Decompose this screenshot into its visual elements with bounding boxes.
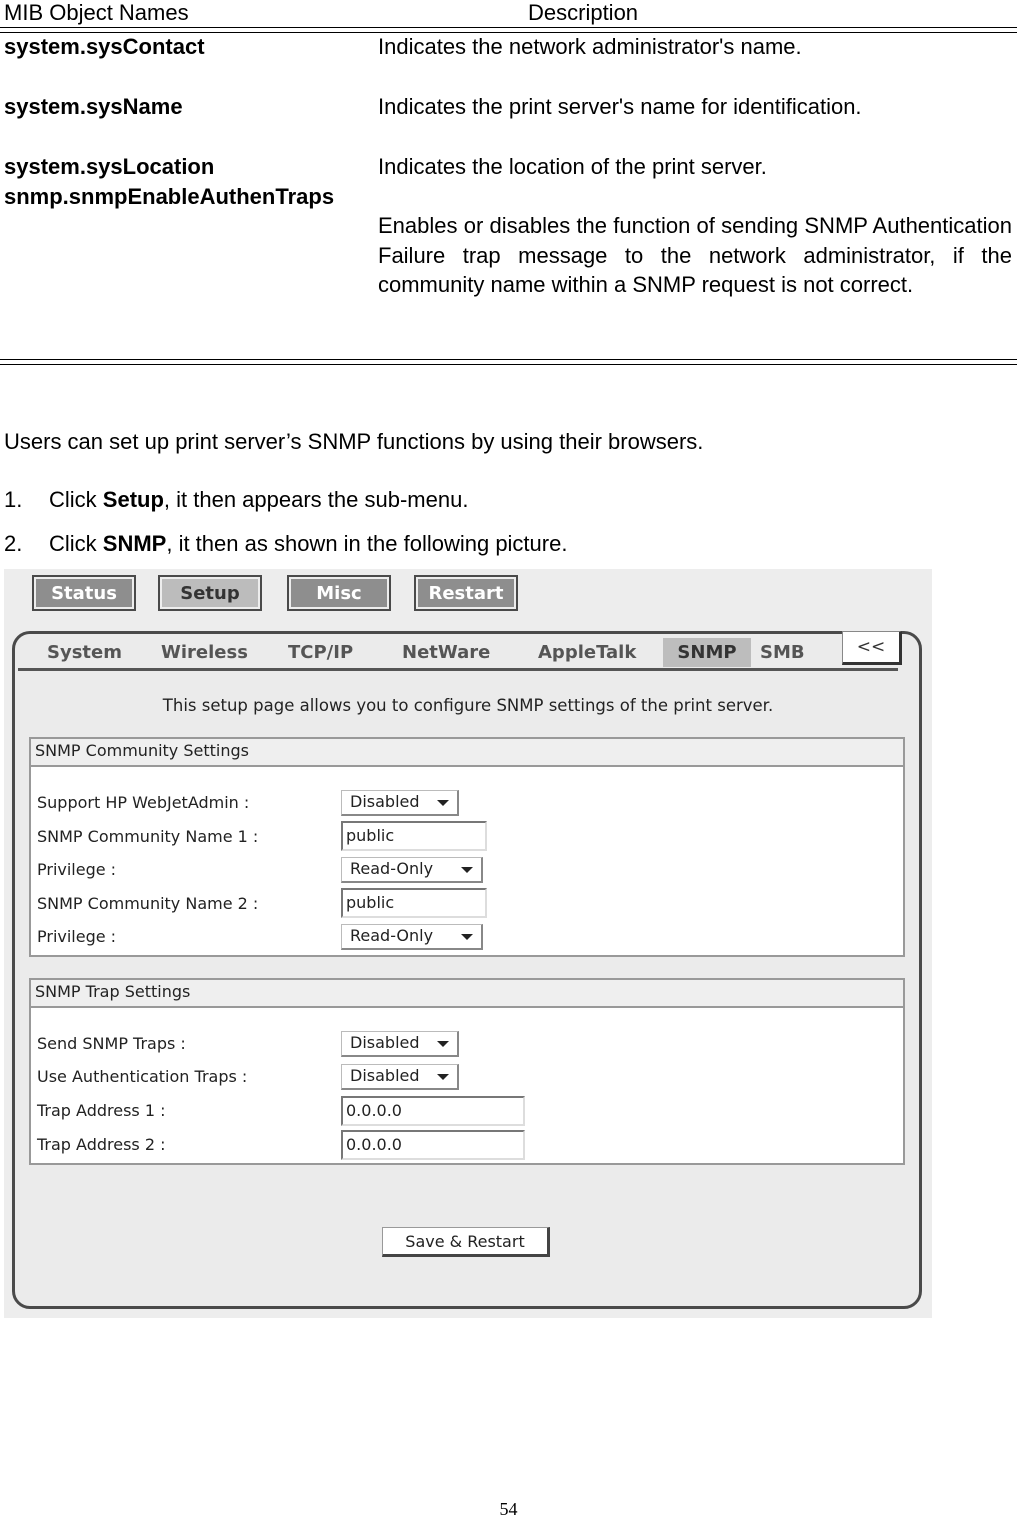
privilege-2-value: Read-Only xyxy=(350,926,434,945)
support-hp-label: Support HP WebJetAdmin : xyxy=(37,793,250,812)
mib-desc-syscontact: Indicates the network administrator's name. xyxy=(378,34,802,59)
step-text: Click xyxy=(49,487,103,512)
dropdown-arrow-icon xyxy=(437,800,449,806)
status-button[interactable] xyxy=(32,575,136,611)
tab-system[interactable]: System xyxy=(47,642,122,663)
mib-desc-syslocation: Indicates the location of the print server. xyxy=(378,154,767,179)
mib-desc-enableauthentraps: Enables or disables the function of sending SNMP Authentication Failure trap message to the network administrator, if the community name within a SNMP request is not correct. xyxy=(378,213,1012,297)
header-description: Description xyxy=(528,0,639,25)
send-traps-label: Send SNMP Traps : xyxy=(37,1034,186,1053)
support-hp-select[interactable] xyxy=(341,790,459,816)
tab-tcpip[interactable]: TCP/IP xyxy=(288,642,354,663)
community-name-1-label: SNMP Community Name 1 : xyxy=(37,827,259,846)
collapse-button[interactable]: << xyxy=(842,631,902,665)
setup-button-label: Setup xyxy=(162,579,258,607)
snmp-community-settings xyxy=(29,737,905,957)
step-bold: Setup xyxy=(102,487,164,512)
send-traps-select[interactable] xyxy=(341,1031,459,1057)
privilege-2-select[interactable] xyxy=(341,924,483,950)
dropdown-arrow-icon xyxy=(437,1041,449,1047)
step-text: , it then appears the sub-menu. xyxy=(163,487,469,512)
trap-address-2-label: Trap Address 2 : xyxy=(37,1135,166,1154)
community-name-2-input[interactable]: public xyxy=(341,888,487,918)
table-bottom-rule xyxy=(0,359,1017,365)
header-object-names: MIB Object Names xyxy=(4,0,189,25)
page-number: 54 xyxy=(499,1499,518,1519)
privilege-1-select[interactable] xyxy=(341,857,483,883)
community-name-2-label: SNMP Community Name 2 : xyxy=(37,894,259,913)
auth-traps-label: Use Authentication Traps : xyxy=(37,1067,248,1086)
step-bold: SNMP xyxy=(102,531,167,556)
mib-name-sysname: system.sysName xyxy=(4,94,183,119)
privilege-1-label: Privilege : xyxy=(37,860,117,879)
tab-smb[interactable]: SMB xyxy=(760,642,805,663)
step-text: , it then as shown in the following picture. xyxy=(166,531,568,556)
setup-tab-bar xyxy=(18,631,898,671)
status-button-label: Status xyxy=(36,579,132,607)
mib-name-syslocation: system.sysLocation xyxy=(4,154,215,179)
setup-button[interactable] xyxy=(158,575,262,611)
trap-settings-title: SNMP Trap Settings xyxy=(31,980,903,1008)
step-2 xyxy=(4,531,567,557)
dropdown-arrow-icon xyxy=(461,867,473,873)
auth-traps-value: Disabled xyxy=(350,1066,420,1085)
snmp-settings-screenshot xyxy=(4,569,932,1318)
misc-button[interactable] xyxy=(287,575,391,611)
mib-name-syscontact: system.sysContact xyxy=(4,34,205,59)
trap-address-1-input[interactable]: 0.0.0.0 xyxy=(341,1096,525,1126)
dropdown-arrow-icon xyxy=(461,934,473,940)
auth-traps-select[interactable] xyxy=(341,1064,459,1090)
save-restart-button[interactable]: Save & Restart xyxy=(382,1227,550,1257)
setup-intro-text: This setup page allows you to configure SNMP settings of the print server. xyxy=(162,696,774,715)
step-number: 1. xyxy=(4,487,23,512)
community-settings-title: SNMP Community Settings xyxy=(31,739,903,767)
step-number: 2. xyxy=(4,531,23,556)
step-1 xyxy=(4,487,468,513)
snmp-trap-settings xyxy=(29,978,905,1165)
misc-button-label: Misc xyxy=(291,579,387,607)
tab-wireless[interactable]: Wireless xyxy=(161,642,248,663)
trap-address-1-label: Trap Address 1 : xyxy=(37,1101,166,1120)
tab-snmp[interactable]: SNMP xyxy=(663,638,751,667)
dropdown-arrow-icon xyxy=(437,1074,449,1080)
restart-button[interactable] xyxy=(414,575,518,611)
privilege-1-value: Read-Only xyxy=(350,859,434,878)
support-hp-value: Disabled xyxy=(350,792,420,811)
privilege-2-label: Privilege : xyxy=(37,927,117,946)
intro-paragraph: Users can set up print server’s SNMP functions by using their browsers. xyxy=(4,429,704,454)
mib-table-header xyxy=(0,0,1017,28)
community-name-1-input[interactable]: public xyxy=(341,821,487,851)
step-text: Click xyxy=(49,531,103,556)
trap-address-2-input[interactable]: 0.0.0.0 xyxy=(341,1130,525,1160)
setup-frame xyxy=(12,631,922,1309)
mib-desc-sysname: Indicates the print server's name for identification. xyxy=(378,94,862,119)
send-traps-value: Disabled xyxy=(350,1033,420,1052)
tab-netware[interactable]: NetWare xyxy=(402,642,491,663)
restart-button-label: Restart xyxy=(418,579,514,607)
tab-appletalk[interactable]: AppleTalk xyxy=(538,642,637,663)
mib-name-enableauthentraps: snmp.snmpEnableAuthenTraps xyxy=(4,184,335,209)
